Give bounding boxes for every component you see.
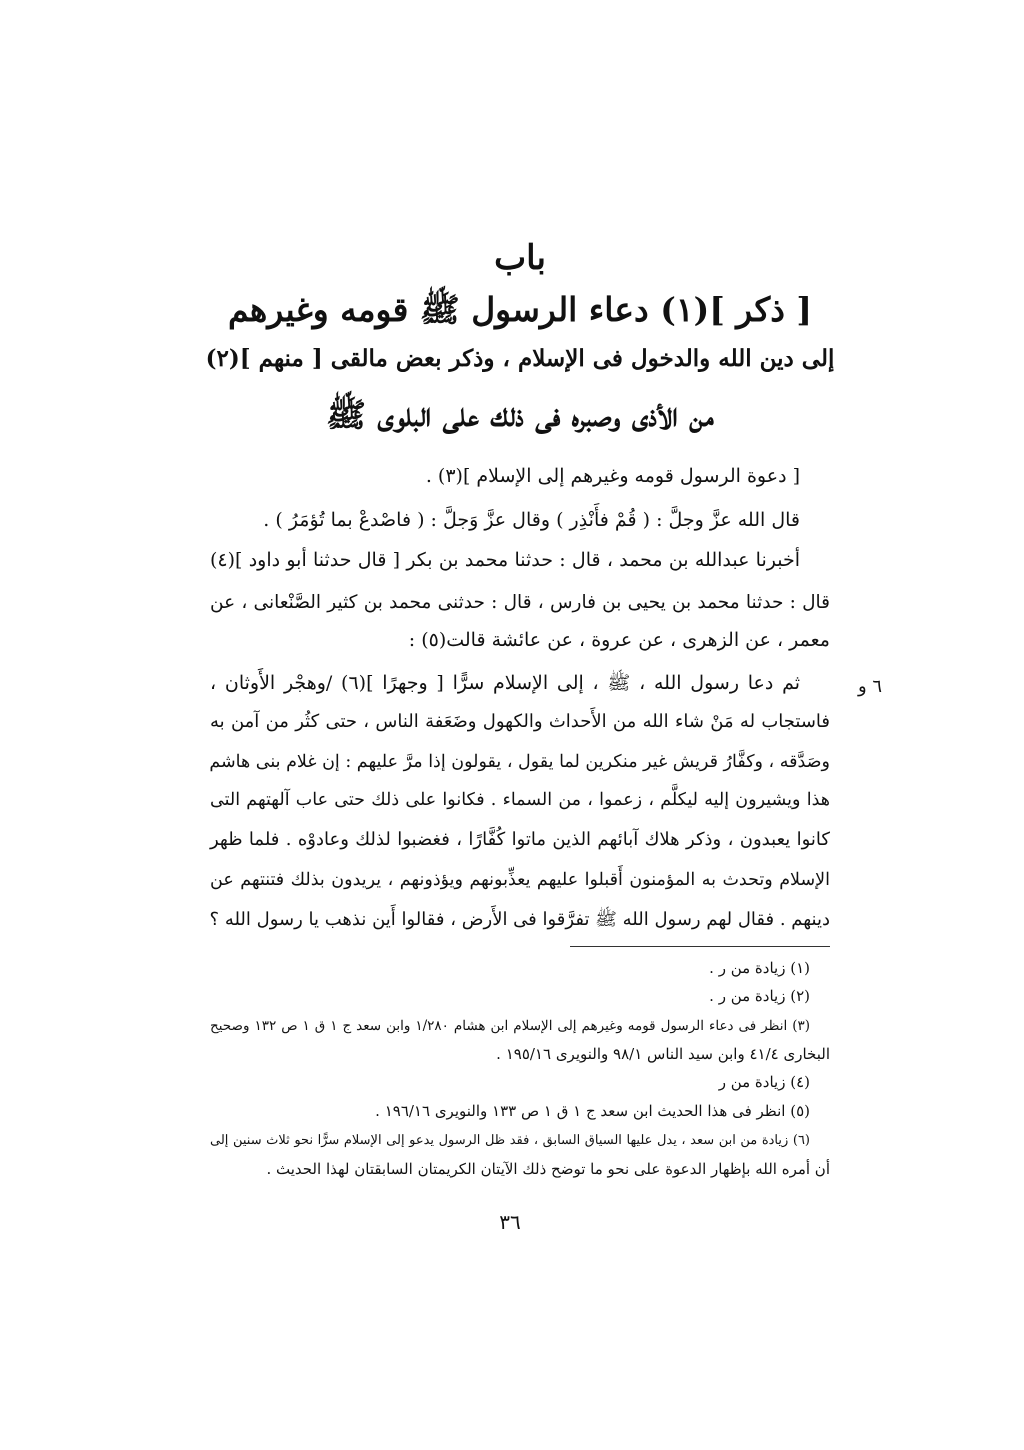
chapter-label: باب [494,238,546,278]
footnote: (٣) انظر فى دعاء الرسول قومه وغيرهم إلى الإسلام ابن هشام ١/٢٨٠ وابن سعد ج ١ ق ١ ص ١٣٢ وصحيح [210,1018,811,1034]
body-line: معمر ، عن الزهرى ، عن عروة ، عن عائشة قالت(٥) : [408,629,830,651]
footnote-separator [570,946,830,947]
footnote: (٦) زيادة من ابن سعد ، يدل عليها السياق السابق ، فقد ظل الرسول يدعو إلى الإسلام سرًّا نحو ثلاث سنين إلى [210,1133,810,1148]
footnote: (١) زيادة من ر . [709,959,810,977]
body-line: الإسلام وتحدث به المؤمنون أَقبلوا عليهم يعذِّبونهم ويؤذونهم ، يريدون بذلك فتنتهم عن [210,870,830,890]
footnote: البخارى ٤١/٤ وابن سيد الناس ٩٨/١ والنويرى ١٩٥/١٦ . [496,1045,830,1063]
footnote: (٤) زيادة من ر [718,1073,810,1091]
body-line: هذا ويشيرون إليه ليكلَّم ، زعموا ، من السماء . فكانوا على ذلك حتى عاب آلهتهم التى [210,790,830,810]
body-line: ثم دعا رسول الله ، ﷺ ، إلى الإسلام سرًّا [ وجهرًا ](٦) /وهجْر الأَوثان ، [210,672,801,694]
chapter-title-line-1: [ ذكر ](١) دعاء الرسول ﷺ قومه وغيرهم [227,290,813,329]
footnote: أن أمره الله بإظهار الدعوة على نحو ما توضح ذلك الآيتان الكريمتان السابقتان لهذا الحديث . [266,1160,830,1178]
chapter-title-line-2: إلى دين الله والدخول فى الإسلام ، وذكر بعض مالقى [ منهم ](٢) [205,345,835,372]
body-line: [ دعوة الرسول قومه وغيرهم إلى الإسلام ](٣) . [425,465,800,487]
body-line: كانوا يعبدون ، وذكر هلاك آبائهم الذين ماتوا كُفَّارًا ، فغضبوا لذلك وعادوْه . فلما ظهر [210,829,830,850]
footnote: (٥) انظر فى هذا الحديث ابن سعد ج ١ ق ١ ص ١٣٣ والنويرى ١٩٦/١٦ . [375,1102,810,1120]
body-line: دينهم . فقال لهم رسول الله ﷺ تفرَّقوا فى الأَرض ، فقالوا أَين نذهب يا رسول الله ؟ [209,909,830,930]
body-line: قال الله عزَّ وجلَّ : ( قُمْ فأَنْذِر ) وقال عزَّ وَجلَّ : ( فاصْدعْ بما تُؤمَرُ ) . [263,509,800,531]
body-line: أخبرنا عبدالله بن محمد ، قال : حدثنا محمد بن بكر [ قال حدثنا أبو داود ](٤) [210,549,800,571]
manuscript-folio-note: ٦ و [858,676,883,697]
chapter-title-line-3: من الأذى وصبره فى ذلك على البلوى ﷺ [326,395,714,434]
body-line: وصَدَّقه ، وكفَّارُ قريش غير منكرين لما يقول ، يقولون إذا مرَّ عليهم : إن غلام بنى هاشم [209,752,830,772]
page-number: ٣٦ [499,1210,521,1234]
body-line: فاستجاب له مَنْ شاء الله من الأَحداث والكهول وضَعَفة الناس ، حتى كثُر من آمن به [210,711,830,732]
body-line: قال : حدثنا محمد بن يحيى بن فارس ، قال : حدثنى محمد بن كثير الصَّنْعانى ، عن [210,592,830,613]
footnote: (٢) زيادة من ر . [709,987,810,1005]
